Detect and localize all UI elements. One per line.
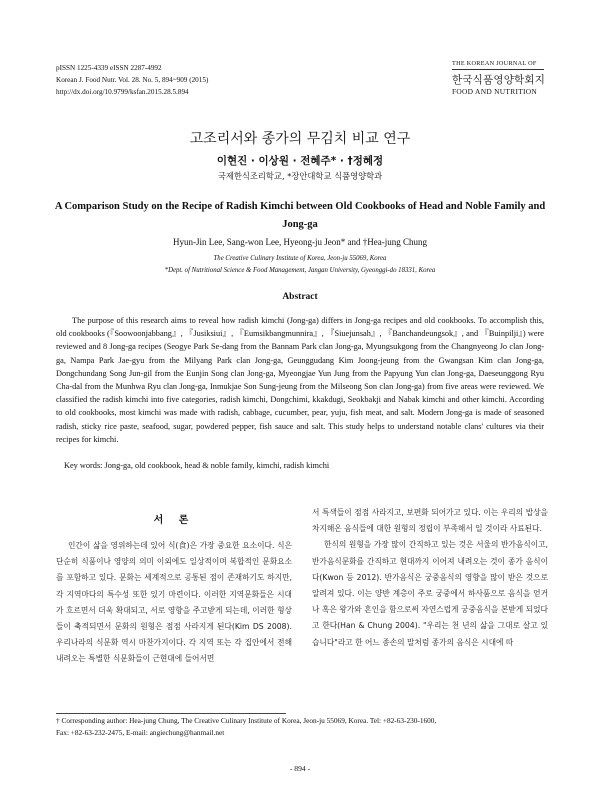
journal-name-korean: 한국식품영양학회지: [452, 74, 546, 86]
keywords: Key words: Jong-ga, old cookbook, head & noble family, kimchi, radish kimchi: [64, 461, 330, 470]
affiliation-english-1: The Creative Culinary Institute of Korea, Jeon-ju 55069, Korea: [213, 255, 387, 262]
body-column-left: [56, 538, 292, 668]
title-korean: 고조리서와 종가의 무김치 비교 연구: [189, 131, 411, 147]
article-meta: [56, 62, 208, 98]
journal-name-line1: THE KOREAN JOURNAL OF: [452, 60, 544, 70]
body-column-right: [312, 505, 548, 651]
affiliation-english-2: *Dept. of Nutritional Science & Food Management, Jangan University, Gyeonggi-do 18331, Korea: [164, 267, 436, 274]
authors-korean: 이현진 · 이상원 · 전혜주* · †정혜정: [216, 155, 384, 167]
abstract-heading: Abstract: [282, 292, 318, 302]
journal-masthead: [452, 60, 544, 96]
authors-english: Hyun-Jin Lee, Sang-won Lee, Hyeong-ju Jeon* and †Hea-jung Chung: [173, 237, 427, 247]
footnote: [56, 715, 556, 739]
intro-paragraph-1-cont: 서 특색들이 점점 사라지고, 보편화 되어가고 있다. 이는 우리의 밥상을 차지해온 음식들에 대한 원형의 정립이 부족해서 일 것이라 사료된다.: [312, 508, 548, 534]
affiliation-korean: 국제한식조리학교, *장안대학교 식품영양학과: [217, 171, 383, 181]
abstract-body: [56, 314, 544, 446]
intro-paragraph-1: 인간이 삶을 영위하는데 있어 식(食)은 가장 중요한 요소이다. 식은 단순히 식품이나 영양의 의미 이외에도 일상적이며 복합적인 문화요소를 포함하고 있다. 문화는 세계적으로 공통된 점이 존재하기도 하지만, 각 지역마다의 특수성 또한 있기 마련이다. 이러한 지역문화들은 시대가 흐르면서 더욱 확대되고, 서로 영향을 주고받게 되는데, 이러한 형상들이 축적되면서 문화의 원형은 점점 사라지게 된다(Kim DS 2008). 우리나라의 식문화 역시 마찬가지이다. 각 지역 또는 각 집안에서 전해 내려오는 특별한 식문화들이 근현대에 들어서면: [56, 541, 292, 664]
journal-name-line2: FOOD AND NUTRITION: [452, 87, 538, 96]
section-heading-introduction: 서 론: [153, 515, 195, 526]
footnote-divider: [56, 713, 286, 714]
citation-line: Korean J. Food Nutr. Vol. 28. No. 5, 894~909 (2015): [56, 76, 209, 84]
abstract-text: The purpose of this research aims to reveal how radish kimchi (Jong-ga) differs in Jong-ga recipes and old cookbooks. To accomplish this, old cookbooks (『Soowoonjabbang』, 『Jusiksiui』, 『Eumsikbangmunnira』, 『Siuejunsah』, 『Banchandeungsok』, and 『Buinpilji』) were reviewed and 8 Jong-ga recipes (Seogye Park Se-dang from the Bannam Park clan Jong-ga, Myungsukgong from the Changnyeong Jo clan Jong-ga, Nampa Park Jae-gyu from the Milyang Park clan Jong-ga, Geunggudang Kim Joong-jeung from the Gwangsan Kim clan Jong-ga, Dongchundang Song Jun-gil from the Eunjin Song clan Jong-ga, Myeongjae Yun Jung from the Papyung Yun clan Jong-ga, Daeseunggong Ryu Cha-dal from the Munhwa Ryu clan Jong-ga, Inmukjae Son Sung-jeung from the Milseong Son clan Jong-ga) from five areas were reviewed. We classified the radish kimchi into five categories, radish kimchi, Dongchimi, kkakdugi, Seokbakji and Nabak kimchi and other kimchi. According to old cookbooks, most kimchi was made with radish, cabbage, cucumber, pear, yuju, fish meat, and salt. Modern Jong-ga is made of seasoned radish, sticky rice paste, seafood, sugar, powdered pepper, fish sauce and salt. This study helps to understand notable clans' cultures via their recipes for kimchi.: [56, 316, 544, 444]
doi-link[interactable]: http://dx.doi.org/10.9799/ksfan.2015.28.5.894: [56, 88, 189, 96]
footnote-line-2: Fax: +82-63-232-2475, E-mail: angiechung@hanmail.net: [56, 728, 225, 737]
footnote-line-1: † Corresponding author: Hea-jung Chung, The Creative Culinary Institute of Korea, Jeon-ju 55069, Korea. Tel: +82-63-230-1600,: [56, 716, 437, 725]
intro-paragraph-2: 한식의 원형을 가장 많이 간직하고 있는 것은 서울의 반가음식이고, 반가음식문화를 간직하고 현대까지 이어져 내려오는 것이 종가 음식이다(Kwon 등 2012). 반가음식은 궁중음식의 영향을 많이 받은 것으로 알려져 있다. 이는 양반 계층이 주로 궁중에서 하사품으로 음식을 얻거나 혹은 왕가와 혼인을 함으로써 자연스럽게 궁중음식을 본받게 되었다고 한다(Han & Chung 2004). "우리는 천 년의 삶을 그대로 살고 있습니다"라고 한 어느 종손의 말처럼 종가의 음식은 시대에 따: [312, 540, 548, 647]
issn-line: pISSN 1225-4339 eISSN 2287-4992: [56, 64, 162, 72]
title-english: A Comparison Study on the Recipe of Radish Kimchi between Old Cookbooks of Head and Noble Family and Jong-ga: [54, 201, 546, 230]
page-number: - 894 -: [289, 764, 311, 773]
affiliation-english: [0, 253, 600, 277]
